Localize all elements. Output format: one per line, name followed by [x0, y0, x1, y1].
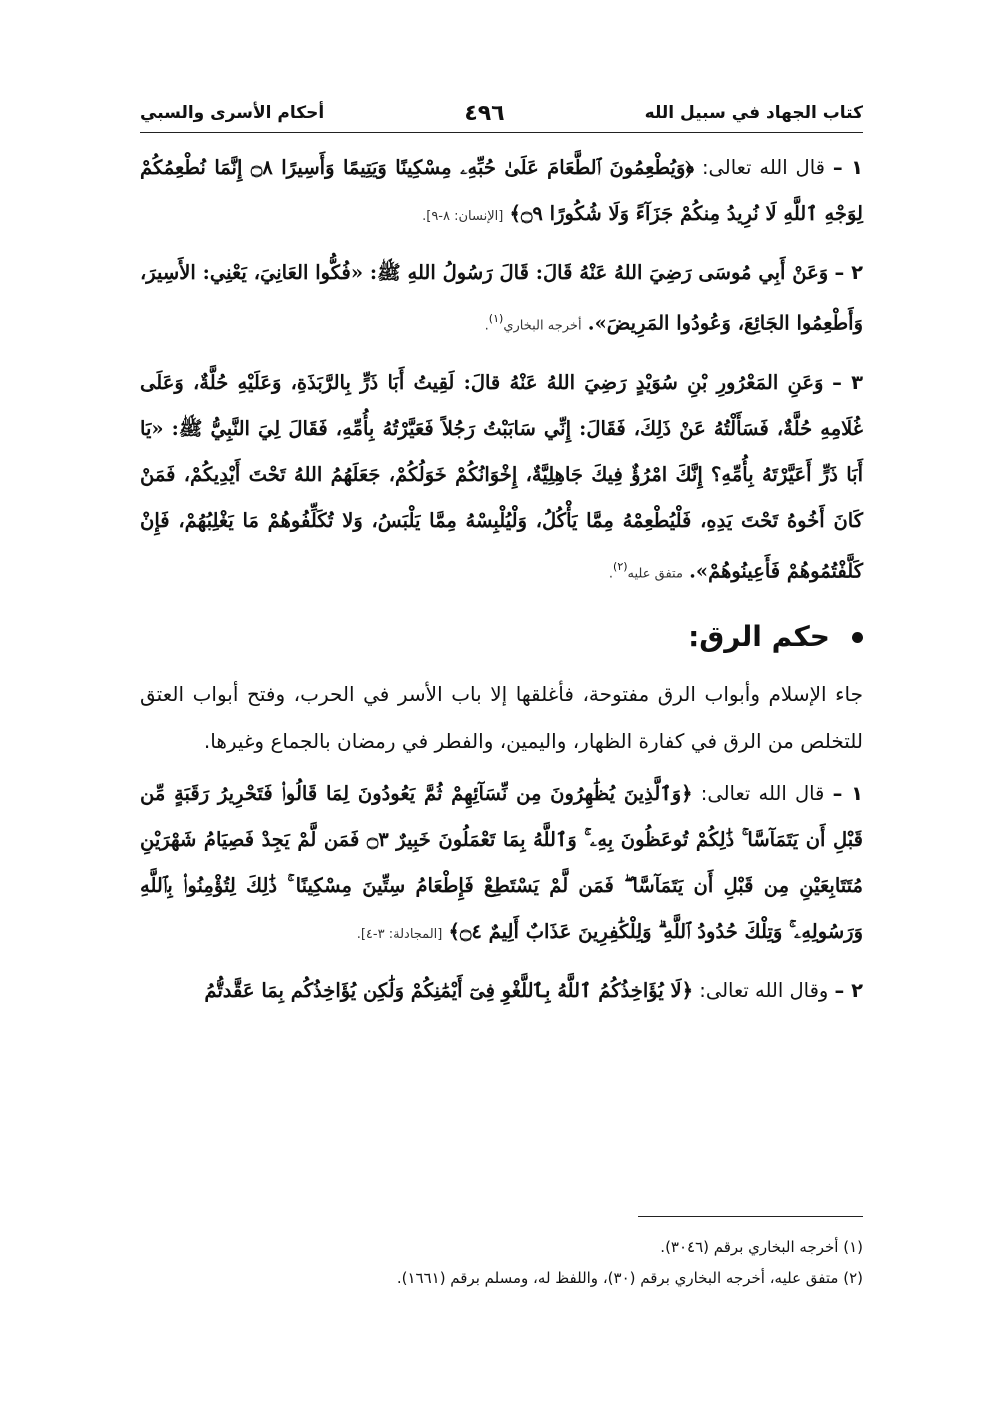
hadith-source: متفق عليه	[627, 566, 683, 581]
hadith-text: وَعَنْ أَبِي مُوسَى رَضِيَ اللهُ عَنْهُ قَالَ: قَالَ رَسُولُ اللهِ ﷺ: «فُكُّوا العَانِيَ، يَعْنِي: الأَسِيرَ، وَأَطْعِمُوا الجَائِعَ، وَعُودُوا المَرِيضَ».	[140, 261, 863, 335]
evidence-item-3: ٣ – وَعَنِ المَعْرُورِ بْنِ سُوَيْدٍ رَضِيَ اللهُ عَنْهُ قالَ: لَقِيتُ أَبَا ذَرٍّ بِالرَّبَذَةِ، وَعَلَيْهِ حُلَّةٌ، وَعَلَى غُلَامِهِ حُلَّةٌ، فَسَأَلْتُهُ عَنْ ذَلِكَ، فَقَالَ: إِنِّي سَابَبْتُ رَجُلاً فَعَيَّرْتُهُ بِأُمِّهِ، فَقَالَ لِيَ النَّبِيُّ ﷺ: «يَا أَبَا ذَرٍّ أَعَيَّرْتَهُ بِأُمِّهِ؟ إِنَّكَ امْرُؤٌ فِيكَ جَاهِلِيَّةٌ، إِخْوَانُكُمْ خَوَلُكُمْ، جَعَلَهُمُ اللهُ تَحْتَ أَيْدِيكُمْ، فَمَنْ كَانَ أَخُوهُ تَحْتَ يَدِهِ، فَلْيُطْعِمْهُ مِمَّا يَأْكُلُ، وَلْيُلْبِسْهُ مِمَّا يَلْبَسُ، وَلا تُكَلِّفُوهُمْ مَا يَغْلِبُهُمْ، فَإِنْ كَلَّفْتُمُوهُمْ فَأَعِينُوهُمْ». متفق عليه$^{(٢)}$.	[140, 370, 863, 582]
footnote-1: (١) أخرجه البخاري برقم (٣٠٤٦).	[660, 1238, 863, 1256]
evidence-item-1	[140, 145, 863, 240]
item-number: ٢ –	[834, 979, 863, 1002]
footnotes	[140, 1232, 863, 1294]
section-heading-text: حكم الرق:	[688, 620, 830, 653]
item-number: ١ –	[832, 782, 864, 805]
item-intro: وقال الله تعالى:	[699, 979, 829, 1002]
quran-verse: ﴿وَٱلَّذِينَ يُظَٰهِرُونَ مِن نِّسَآئِهِمْ ثُمَّ يَعُودُونَ لِمَا قَالُوا۟ فَتَحْرِيرُ رَقَبَةٍ مِّن قَبْلِ أَن يَتَمَآسَّا ۚ ذَٰلِكُمْ تُوعَظُونَ بِهِۦ ۚ وَٱللَّهُ بِمَا تَعْمَلُونَ خَبِيرٌ ۝٣ فَمَن لَّمْ يَجِدْ فَصِيَامُ شَهْرَيْنِ مُتَتَابِعَيْنِ مِن قَبْلِ أَن يَتَمَآسَّا ۖ فَمَن لَّمْ يَسْتَطِعْ فَإِطْعَامُ سِتِّينَ مِسْكِينًا ۚ ذَٰلِكَ لِتُؤْمِنُوا۟ بِٱللَّهِ وَرَسُولِهِۦ ۚ وَتِلْكَ حُدُودُ ٱللَّهِ ۗ وَلِلْكَٰفِرِينَ عَذَابٌ أَلِيمٌ ۝٤﴾	[140, 782, 863, 943]
bullet-icon	[852, 632, 863, 643]
item-number: ١ –	[832, 156, 863, 179]
section-paragraph: جاء الإسلام وأبواب الرق مفتوحة، فأغلقها إلا باب الأسر في الحرب، وفتح أبواب العتق للتخلص من الرق في كفارة الظهار، واليمين، والفطر في رمضان بالجماع وغيرها.	[140, 682, 863, 753]
evidence-item-4	[140, 771, 863, 958]
hadith-text: وَعَنِ المَعْرُورِ بْنِ سُوَيْدٍ رَضِيَ اللهُ عَنْهُ قالَ: لَقِيتُ أَبَا ذَرٍّ بِالرَّبَذَةِ، وَعَلَيْهِ حُلَّةٌ، وَعَلَى غُلَامِهِ حُلَّةٌ، فَسَأَلْتُهُ عَنْ ذَلِكَ، فَقَالَ: إِنِّي سَابَبْتُ رَجُلاً فَعَيَّرْتُهُ بِأُمِّهِ، فَقَالَ لِيَ النَّبِيُّ ﷺ: «يَا أَبَا ذَرٍّ أَعَيَّرْتَهُ بِأُمِّهِ؟ إِنَّكَ امْرُؤٌ فِيكَ جَاهِلِيَّةٌ، إِخْوَانُكُمْ خَوَلُكُمْ، جَعَلَهُمُ اللهُ تَحْتَ أَيْدِيكُمْ، فَمَنْ كَانَ أَخُوهُ تَحْتَ يَدِهِ، فَلْيُطْعِمْهُ مِمَّا يَأْكُلُ، وَلْيُلْبِسْهُ مِمَّا يَلْبَسُ، وَلا تُكَلِّفُوهُمْ مَا يَغْلِبُهُمْ، فَإِنْ كَلَّفْتُمُوهُمْ فَأَعِينُوهُمْ».	[140, 370, 863, 582]
running-header	[140, 98, 863, 128]
verse-reference: [المجادلة: ٣-٤].	[356, 927, 443, 942]
quran-verse: ﴿لَا يُؤَاخِذُكُمُ ٱللَّهُ بِٱللَّغْوِ فِىٓ أَيْمَٰنِكُمْ وَلَٰكِن يُؤَاخِذُكُم بِمَا عَقَّدتُّمُ	[204, 979, 694, 1002]
hadith-source: أخرجه البخاري	[503, 318, 582, 334]
evidence-item-2: ٢ – وَعَنْ أَبِي مُوسَى رَضِيَ اللهُ عَنْهُ قَالَ: قَالَ رَسُولُ اللهِ ﷺ: «فُكُّوا العَانِيَ، يَعْنِي: الأَسِيرَ، وَأَطْعِمُوا الجَائِعَ، وَعُودُوا المَرِيضَ». أخرجه البخاري$^{(١)}$.	[140, 261, 864, 335]
section-heading	[140, 609, 863, 665]
header-divider	[140, 132, 863, 133]
footnote-ref[interactable]: (٢)	[613, 559, 628, 573]
quran-verse: ﴿وَيُطْعِمُونَ ٱلطَّعَامَ عَلَىٰ حُبِّهِۦ مِسْكِينًا وَيَتِيمًا وَأَسِيرًا ۝٨ إِنَّمَا نُطْعِمُكُمْ لِوَجْهِ ٱللَّهِ لَا نُرِيدُ مِنكُمْ جَزَآءً وَلَا شُكُورًا ۝٩﴾	[140, 156, 863, 225]
evidence-item-5	[140, 968, 863, 1014]
verse-reference: [الإنسان: ٨-٩].	[422, 209, 504, 224]
item-number: ٢ –	[834, 261, 864, 284]
item-intro: قال الله تعالى:	[700, 782, 825, 805]
chapter-title: أحكام الأسرى والسبي	[140, 103, 325, 123]
item-number: ٣ –	[832, 370, 863, 394]
main-text	[140, 145, 863, 1024]
footnote-divider	[638, 1216, 863, 1217]
page-number: ٤٩٦	[464, 100, 505, 126]
footnote-ref[interactable]: (١)	[488, 312, 504, 325]
item-intro: قال الله تعالى:	[701, 156, 825, 179]
book-title: كتاب الجهاد في سبيل الله	[644, 103, 863, 123]
footnote-2: (٢) متفق عليه، أخرجه البخاري برقم (٣٠)، واللفظ له، ومسلم برقم (١٦٦١).	[396, 1269, 863, 1287]
